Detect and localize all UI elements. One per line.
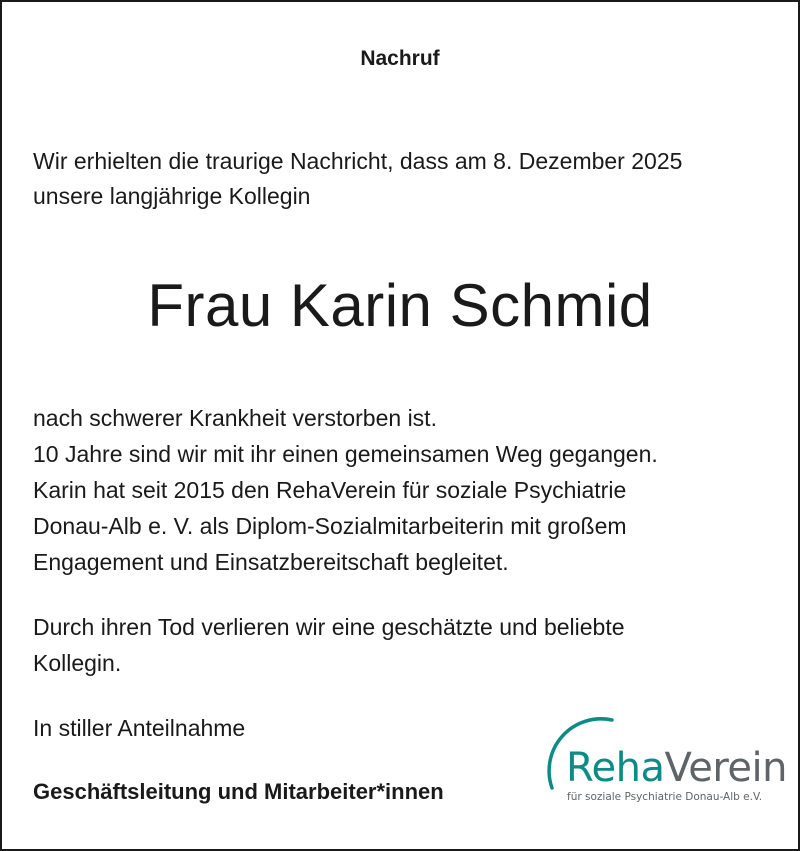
body-line: 10 Jahre sind wir mit ihr einen gemeinsamen Weg gegangen. <box>33 441 658 467</box>
intro-line: unsere langjährige Kollegin <box>33 183 311 209</box>
rehaverein-logo <box>530 710 787 810</box>
signature: Geschäftsleitung und Mitarbeiter*innen <box>33 779 444 804</box>
logo-wordmark <box>566 746 787 790</box>
intro-line: Wir erhielten die traurige Nachricht, dass am 8. Dezember 2025 <box>33 148 683 174</box>
logo-tagline: für soziale Psychiatrie Donau-Alb e.V. <box>567 791 763 803</box>
notice-heading: Nachruf <box>360 47 440 70</box>
notice-body <box>33 400 783 746</box>
condolence-text: In stiller Anteilnahme <box>33 715 246 741</box>
body-line: Engagement und Einsatzbereitschaft begleitet. <box>33 549 509 575</box>
closing-line: Kollegin. <box>33 650 122 676</box>
body-line: Donau-Alb e. V. als Diplom-Sozialmitarbeiterin mit großem <box>33 513 627 539</box>
closing-line: Durch ihren Tod verlieren wir eine geschätzte und beliebte <box>33 614 625 640</box>
closing-paragraph <box>33 609 783 681</box>
intro-text <box>33 144 773 214</box>
logo-word-verein: Verein <box>664 745 787 791</box>
body-line: nach schwerer Krankheit verstorben ist. <box>33 405 437 431</box>
logo-word-reha: Reha <box>566 745 665 791</box>
body-paragraph <box>33 400 783 580</box>
deceased-name: Frau Karin Schmid <box>147 272 653 339</box>
body-line: Karin hat seit 2015 den RehaVerein für soziale Psychiatrie <box>33 477 627 503</box>
